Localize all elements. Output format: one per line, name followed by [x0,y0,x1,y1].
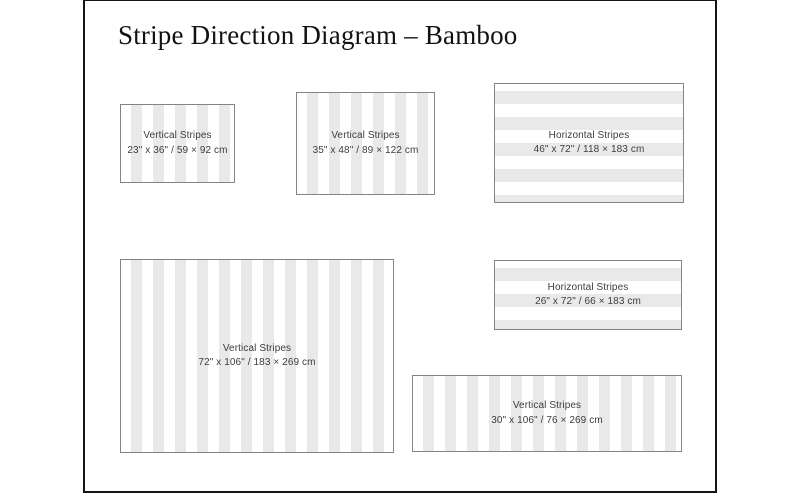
rug-46x72-horizontal [494,83,684,203]
rug-direction-text: Vertical Stripes [222,342,292,354]
rug-dimensions-text: 46" x 72" / 118 × 183 cm [533,144,645,155]
rug-dimensions-text: 26" x 72" / 66 × 183 cm [535,296,641,307]
rug-direction-text: Vertical Stripes [143,130,212,141]
rug-26x72-horizontal [494,260,682,330]
rug-label [534,129,645,158]
rug-dimensions-text: 35" x 48" / 89 × 122 cm [312,144,419,156]
rug-72x106-vertical [120,259,394,453]
rug-dimensions-text: 72" x 106" / 183 × 269 cm [198,357,316,368]
rug-label [198,342,315,371]
rug-label [127,129,227,158]
rug-direction-text: Vertical Stripes [331,130,400,141]
rug-23x36-vertical [120,104,235,183]
diagram-title: Stripe Direction Diagram – Bamboo [118,20,518,50]
rug-35x48-vertical [296,92,435,195]
rug-dimensions-text: 23" x 36" / 59 × 92 cm [127,144,228,156]
rug-30x106-vertical [412,375,682,452]
rug-label [491,399,603,428]
rug-label [313,129,419,158]
rug-direction-text: Horizontal Stripes [548,129,630,141]
rug-direction-text: Vertical Stripes [512,400,582,411]
rug-label [535,281,641,310]
rug-dimensions-text: 30" x 106" / 76 × 269 cm [491,414,603,426]
rug-direction-text: Horizontal Stripes [547,281,629,293]
